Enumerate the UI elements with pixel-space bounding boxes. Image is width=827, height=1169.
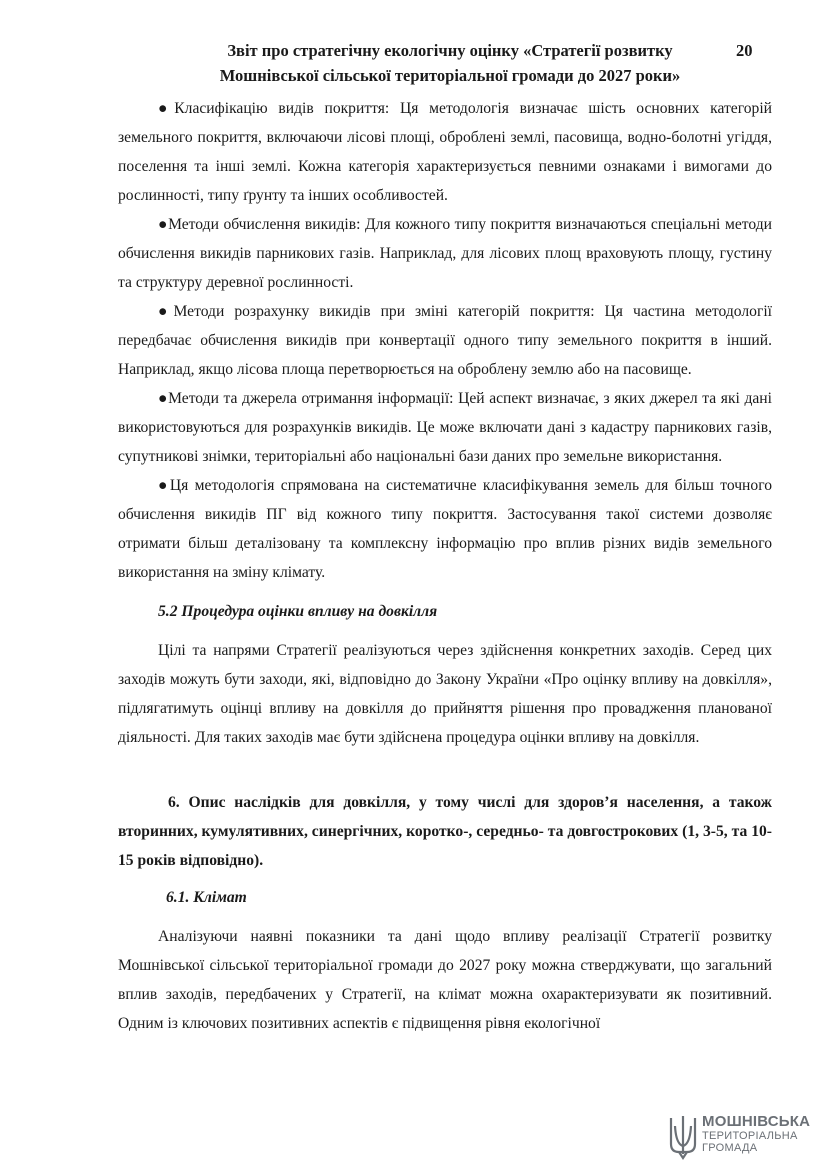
header-title-line1: Звіт про стратегічну екологічну оцінку «Стратегії розвитку bbox=[227, 41, 673, 60]
community-logo bbox=[668, 1114, 818, 1164]
bullet-paragraph-2: ●Методи обчислення викидів: Для кожного типу покриття визначаються спеціальні методи обчислення викидів парникових газів. Наприклад, для лісових площ враховують площу, густину та структуру деревної рослинності. bbox=[118, 216, 772, 291]
logo-text bbox=[702, 1114, 810, 1154]
trident-icon bbox=[668, 1114, 698, 1160]
bullet-paragraph-5: ●Ця методологія спрямована на систематичне класифікування земель для більш точного обчислення викидів ПГ від кожного типу покриття. Застосування такої системи дозволяє отримати більш деталізовану та комплексну інформацію про вплив різних видів земельного використання на зміну клімату. bbox=[118, 477, 772, 581]
bullet-paragraph-4: ●Методи та джерела отримання інформації: Цей аспект визначає, з яких джерел та які дані використовуються для розрахунків викидів. Це може включати дані з кадастру парникових газів, супутникові знімки, територіальні або національні бази даних про земельне використання. bbox=[118, 390, 772, 465]
subsection-6-1-heading: 6.1. Клімат bbox=[166, 889, 247, 906]
page-header bbox=[200, 38, 700, 88]
logo-line-2: ТЕРИТОРІАЛЬНА bbox=[702, 1130, 798, 1142]
section-6-heading: 6. Опис наслідків для довкілля, у тому числі для здоров’я населення, а також вторинних, кумулятивних, синергічних, коротко-, середньо- та довгострокових (1, 3-5, та 10-15 років відповідно). bbox=[118, 794, 772, 869]
header-title-line2: Мошнівської сільської територіальної громади до 2027 роки» bbox=[219, 66, 681, 85]
bullet-paragraph-3: ●Методи розрахунку викидів при зміні категорій покриття: Ця частина методології передбачає обчислення викидів при конвертації одного типу земельного покриття в інший. Наприклад, якщо лісова площа перетворюється на оброблену землю або на пасовище. bbox=[118, 303, 772, 378]
logo-line-3: ГРОМАДА bbox=[702, 1142, 758, 1154]
logo-line-1: МОШНІВСЬКА bbox=[702, 1113, 811, 1130]
subsection-6-1-text: Аналізуючи наявні показники та дані щодо впливу реалізації Стратегії розвитку Мошнівської сільської територіальної громади до 2027 року можна стверджувати, що загальний вплив заходів, передбачених у Стратегії, на клімат можна охарактеризувати як позитивний. Одним із ключових позитивних аспектів є підвищення рівня екологічної bbox=[118, 928, 772, 1032]
subsection-5-2-heading: 5.2 Процедура оцінки впливу на довкілля bbox=[158, 603, 438, 620]
subsection-5-2-text: Цілі та напрями Стратегії реалізуються через здійснення конкретних заходів. Серед цих заходів можуть бути заходи, які, відповідно до Закону України «Про оцінку впливу на довкілля», підлягатимуть оцінці впливу на довкілля до прийняття рішення про провадження планованої діяльності. Для таких заходів має бути здійснена процедура оцінки впливу на довкілля. bbox=[118, 642, 772, 746]
document-body bbox=[118, 94, 772, 1038]
bullet-paragraph-1: ●Класифікацію видів покриття: Ця методологія визначає шість основних категорій земельного покриття, включаючи лісові площі, оброблені землі, пасовища, водно-болотні угіддя, поселення та інші землі. Кожна категорія характеризується певними ознаками і вимогами до рослинності, типу ґрунту та інших особливостей. bbox=[118, 100, 772, 204]
page-number: 20 bbox=[736, 41, 753, 60]
